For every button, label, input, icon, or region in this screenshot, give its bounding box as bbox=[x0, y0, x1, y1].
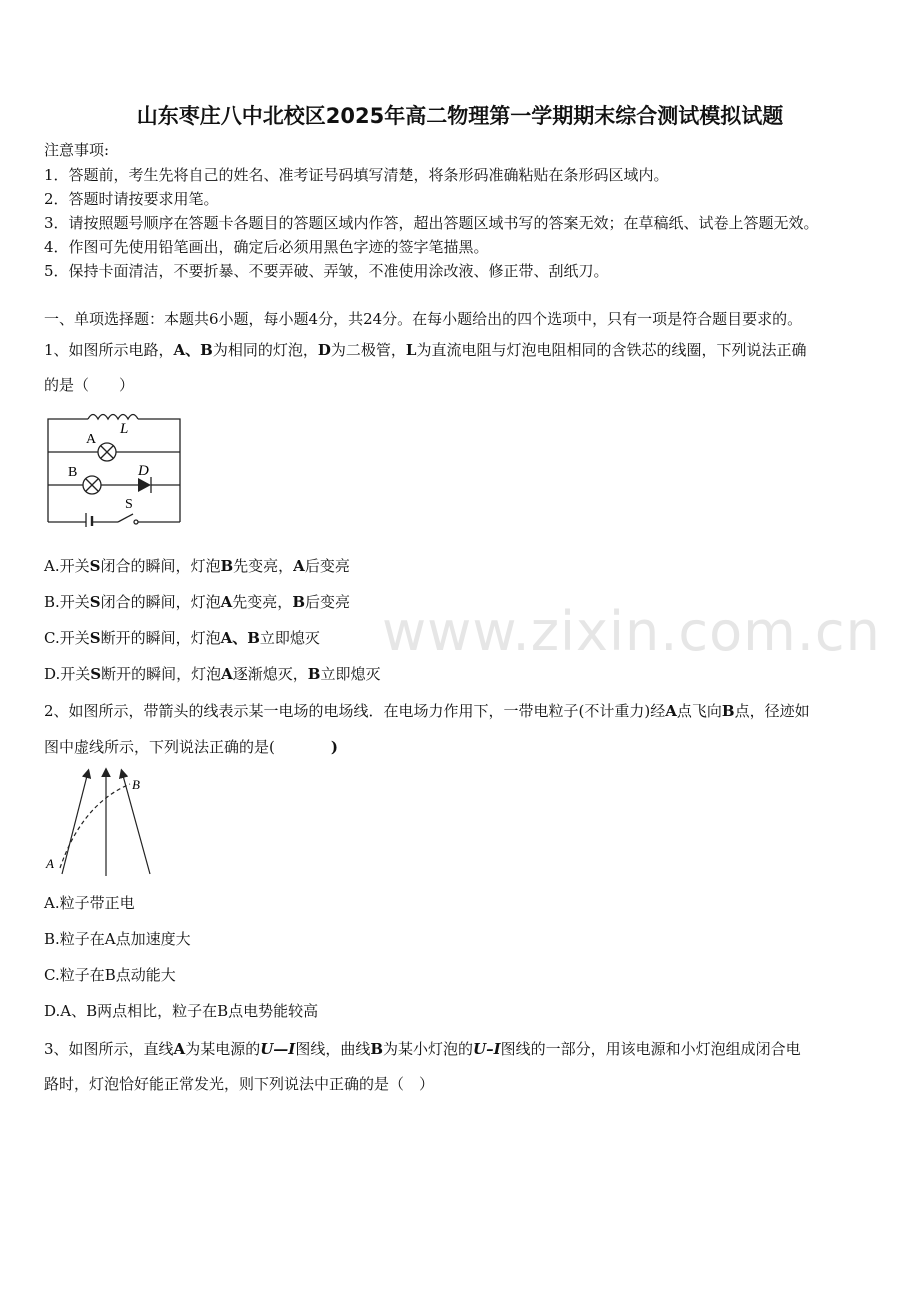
q2-option-b: B.粒子在A点加速度大 bbox=[44, 930, 191, 948]
notice-item: 3．请按照题号顺序在答题卡各题目的答题区域内作答，超出答题区域书写的答案无效；在草稿纸、试卷上答题无效。 bbox=[44, 214, 819, 232]
notice-item: 1．答题前，考生先将自己的姓名、准考证号码填写清楚，将条形码准确粘贴在条形码区域内。 bbox=[44, 166, 669, 184]
question-3-stem: 3、如图所示，直线A为某电源的U—I图线，曲线B为某小灯泡的U–I图线的一部分，用该电源和小灯泡组成闭合电 bbox=[44, 1040, 801, 1058]
lamp-b-label: B bbox=[68, 465, 78, 480]
watermark: www.zixin.com.cn bbox=[382, 600, 881, 663]
q2-option-d: D.A、B两点相比，粒子在B点电势能较高 bbox=[44, 1002, 319, 1020]
switch-label: S bbox=[125, 497, 133, 512]
q1-option-a: A.开关S闭合的瞬间，灯泡B先变亮，A后变亮 bbox=[44, 557, 350, 575]
section-heading: 一、单项选择题：本题共6小题，每小题4分，共24分。在每小题给出的四个选项中，只有一项是符合题目要求的。 bbox=[44, 310, 803, 328]
notice-item: 2．答题时请按要求用笔。 bbox=[44, 190, 219, 208]
electric-field-diagram bbox=[42, 764, 160, 880]
point-b-label: B bbox=[132, 777, 140, 792]
notice-heading: 注意事项: bbox=[44, 141, 110, 159]
question-2-stem-cont: 图中虚线所示，下列说法正确的是( ) bbox=[44, 738, 338, 756]
particle-trajectory bbox=[60, 784, 130, 868]
notice-item: 4．作图可先使用铅笔画出，确定后必须用黑色字迹的签字笔描黑。 bbox=[44, 238, 489, 256]
q1-option-b: B.开关S闭合的瞬间，灯泡A先变亮，B后变亮 bbox=[44, 593, 351, 611]
field-line bbox=[62, 772, 88, 874]
q2-option-a: A.粒子带正电 bbox=[44, 894, 135, 912]
coil-label: L bbox=[120, 421, 129, 437]
point-a-label: A bbox=[46, 856, 54, 871]
question-3-stem-cont: 路时，灯泡恰好能正常发光，则下列说法中正确的是（ ） bbox=[44, 1075, 435, 1093]
diode-icon bbox=[138, 478, 151, 492]
question-1-stem-cont: 的是（ ） bbox=[44, 376, 135, 394]
page-title: 山东枣庄八中北校区2025年高二物理第一学期期末综合测试模拟试题 bbox=[136, 104, 784, 128]
diode-label: D bbox=[138, 463, 149, 479]
q1-option-c: C.开关S断开的瞬间，灯泡A、B立即熄灭 bbox=[44, 629, 320, 647]
q2-option-c: C.粒子在B点动能大 bbox=[44, 966, 176, 984]
question-2-stem: 2、如图所示，带箭头的线表示某一电场的电场线．在电场力作用下，一带电粒子(不计重力)经A点飞向B点，径迹如 bbox=[44, 702, 810, 720]
lamp-a-label: A bbox=[86, 432, 97, 447]
q1-option-d: D.开关S断开的瞬间，灯泡A逐渐熄灭，B立即熄灭 bbox=[44, 665, 381, 683]
question-1-stem: 1、如图所示电路，A、B为相同的灯泡，D为二极管，L为直流电阻与灯泡电阻相同的含铁芯的线圈，下列说法正确 bbox=[44, 341, 807, 359]
notice-item: 5．保持卡面清洁，不要折暴、不要弄破、弄皱，不准使用涂改液、修正带、刮纸刀。 bbox=[44, 262, 609, 280]
circuit-diagram bbox=[40, 405, 190, 527]
